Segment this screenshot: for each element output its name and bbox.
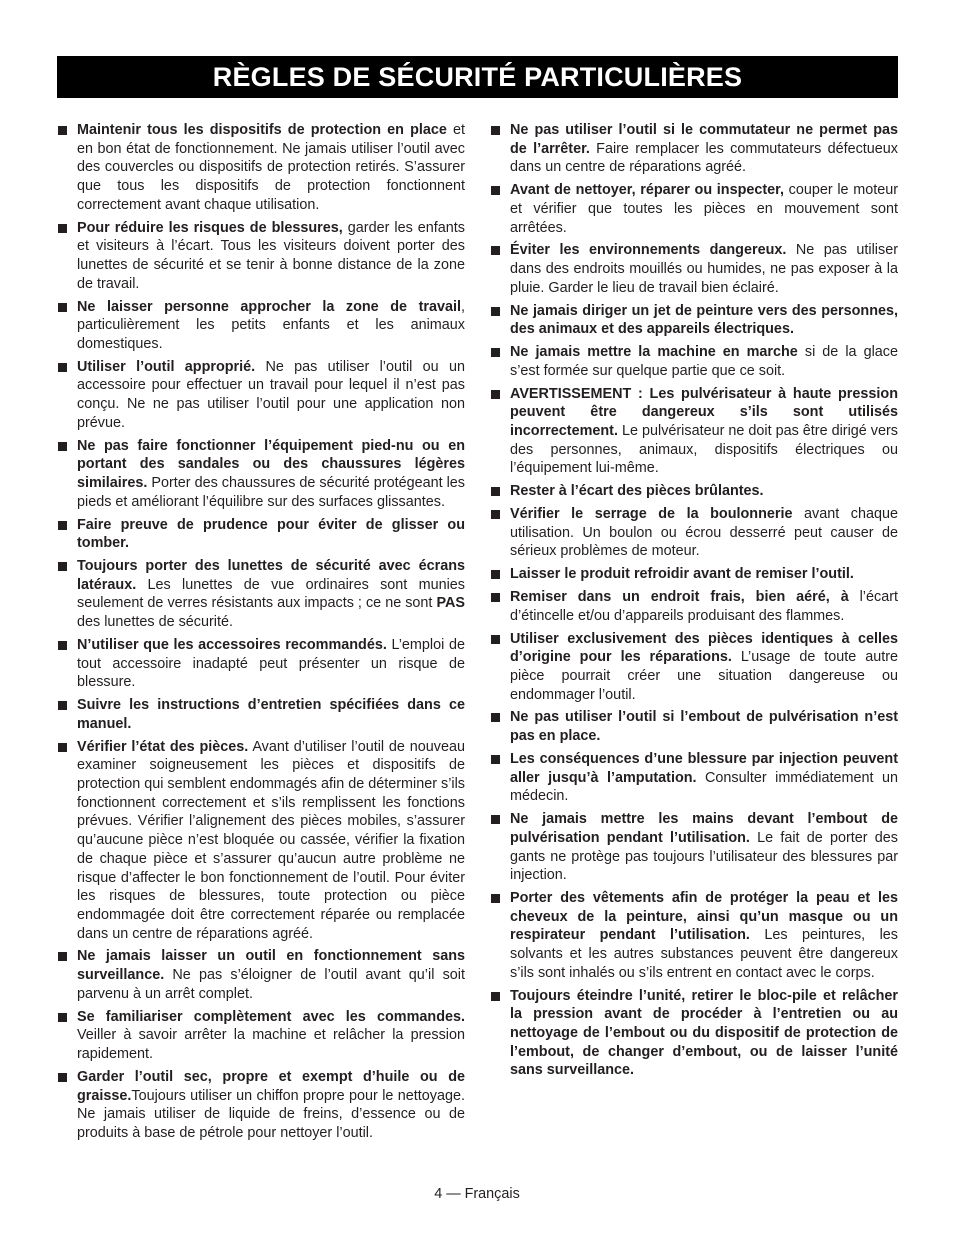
rule-heading: Utiliser l’outil approprié.: [77, 358, 256, 375]
safety-rule: [490, 343, 898, 380]
rule-text: Veiller à savoir arrêter la machine et relâcher la pression rapidement.: [77, 1027, 465, 1063]
rule-heading: Utiliser exclusivement des pièces identiques à celles d’origine pour les réparations.: [510, 630, 898, 666]
square-bullet-icon: [58, 641, 67, 650]
rule-heading: Ne laisser personne approcher la zone de travail: [77, 298, 461, 315]
rule-heading: Ne jamais mettre les mains devant l’embout de pulvérisation pendant l’utilisation.: [510, 811, 898, 846]
page-footer: 4 — Français: [434, 1186, 520, 1202]
square-bullet-icon: [491, 815, 500, 824]
rule-text-continued: des lunettes de sécurité.: [77, 614, 233, 631]
rule-heading: Les conséquences d’une blessure par injection peuvent aller jusqu’à l’amputation.: [510, 750, 898, 786]
square-bullet-icon: [58, 126, 67, 135]
safety-rule: [57, 738, 465, 944]
safety-rule: [490, 810, 898, 885]
square-bullet-icon: [491, 894, 500, 903]
safety-rule: [490, 565, 898, 584]
rule-heading: Maintenir tous les dispositifs de protection en place: [77, 122, 447, 138]
rule-text: et en bon état de fonctionnement. Ne jamais utiliser l’outil avec des couvercles ou dispositifs de protection retirés. S’assurer que tous les dispositifs de protection fonctionnent correctement avant chaque utilisation.: [77, 122, 466, 213]
square-bullet-icon: [58, 743, 67, 752]
rule-heading: Avant de nettoyer, réparer ou inspecter,: [510, 182, 784, 199]
square-bullet-icon: [491, 246, 500, 255]
square-bullet-icon: [491, 510, 500, 519]
rule-heading: Faire preuve de prudence pour éviter de glisser ou tomber.: [77, 516, 465, 552]
rule-heading: Ne pas utiliser l’outil si le commutateur ne permet pas de l’arrêter.: [510, 122, 898, 157]
safety-rule: [490, 241, 898, 297]
square-bullet-icon: [58, 224, 67, 233]
safety-rule: [57, 298, 465, 354]
safety-rule: [490, 987, 898, 1081]
safety-rule: [490, 505, 898, 561]
square-bullet-icon: [58, 1013, 67, 1022]
square-bullet-icon: [491, 570, 500, 579]
square-bullet-icon: [58, 442, 67, 451]
safety-rule: [490, 181, 898, 237]
rule-text: Faire remplacer les commutateurs défectueux dans un centre de réparations agréé.: [510, 140, 898, 176]
safety-rule: [57, 557, 465, 632]
safety-rule: [57, 121, 465, 215]
square-bullet-icon: [491, 126, 500, 135]
rule-heading: Toujours éteindre l’unité, retirer le bloc-pile et relâcher la pression avant de procéder à l’entretien ou au nettoyage de l’embout ou du dispositif de protection de l’embout, de changer d’embout, ou de laisser l’unité sans surveillance.: [510, 987, 898, 1079]
rule-heading: AVERTISSEMENT : Les pulvérisateur à haute pression peuvent être dangereux s’ils sont utilisés incorrectement.: [510, 385, 898, 440]
rule-heading: Garder l’outil sec, propre et exempt d’huile ou de graisse.: [77, 1068, 465, 1104]
rule-text: l’écart d’étincelle et/ou d’appareils produisant des flammes.: [510, 589, 899, 624]
rule-heading: Pour réduire les risques de blessures,: [77, 219, 343, 236]
right-column: [490, 121, 898, 1084]
square-bullet-icon: [58, 1073, 67, 1082]
rule-text: Avant d’utiliser l’outil de nouveau examiner soigneusement les pièces et dispositifs de protection qui semblent endommagés afin de déterminer s’ils fonctionnent correctement et s’ils remplissent les fonctions prévues. Vérifier l’alignement des pièces mobiles, s’assurer qu’aucune pièce n’est bloquée ou cassée, vérifier la fixation de chaque pièce et s’assurer qu’aucun autre problème ne risque d’affecter le bon fonctionnement de l’outil. Pour éviter les risques de blessures, toute protection ou pièce endommagée doit être correctement réparée ou remplacée dans un centre de réparations agréé.: [77, 738, 465, 942]
rule-emphasis: PAS: [436, 595, 465, 612]
title-bar: [57, 56, 898, 98]
safety-rule: [490, 750, 898, 806]
square-bullet-icon: [58, 562, 67, 571]
rule-heading: Ne jamais mettre la machine en marche: [510, 344, 798, 361]
rule-text: Ne pas s’éloigner de l’outil avant qu’il soit parvenu à un arrêt complet.: [77, 967, 465, 1002]
rule-text: Consulter immédiatement un médecin.: [510, 769, 899, 805]
rule-heading: Rester à l’écart des pièces brûlantes.: [510, 483, 764, 500]
rule-heading: Ne pas faire fonctionner l’équipement pied-nu ou en portant des sandales ou des chaussures légères similaires.: [77, 437, 465, 492]
square-bullet-icon: [491, 635, 500, 644]
safety-rule: [57, 437, 465, 512]
square-bullet-icon: [58, 363, 67, 372]
safety-rule: [57, 1068, 465, 1143]
rule-heading: Ne pas utiliser l’outil si l’embout de pulvérisation n’est pas en place.: [510, 709, 898, 745]
rule-heading: Toujours porter des lunettes de sécurité avec écrans latéraux.: [77, 558, 465, 593]
rule-heading: Porter des vêtements afin de protéger la peau et les cheveux de la peinture, ainsi qu’un masque ou un respirateur pendant l’utilisation.: [510, 890, 898, 944]
rule-text: Le fait de porter des gants ne protège pas toujours l’utilisateur des blessures par injection.: [510, 829, 898, 884]
square-bullet-icon: [58, 952, 67, 961]
rule-heading: Vérifier l’état des pièces.: [77, 738, 249, 755]
safety-rule: [57, 696, 465, 733]
safety-rule: [57, 516, 465, 553]
safety-rule: [490, 302, 898, 339]
rule-heading: Remiser dans un endroit frais, bien aéré, à: [510, 589, 849, 606]
safety-rule: [490, 482, 898, 501]
square-bullet-icon: [491, 186, 500, 195]
safety-rule: [490, 630, 898, 705]
rule-text: avant chaque utilisation. Un boulon ou écrou desserré peut causer de sérieux problèmes de moteur.: [510, 506, 898, 560]
square-bullet-icon: [491, 755, 500, 764]
square-bullet-icon: [58, 303, 67, 312]
safety-rule: [490, 708, 898, 745]
rule-heading: Éviter les environnements dangereux.: [510, 242, 787, 259]
square-bullet-icon: [58, 701, 67, 710]
rule-heading: N’utiliser que les accessoires recommandés.: [77, 636, 387, 653]
rule-text: Toujours utiliser un chiffon propre pour le nettoyage. Ne jamais utiliser de liquide de freins, d’essence ou de produits à base de pétrole pour nettoyer l’outil.: [77, 1087, 465, 1141]
square-bullet-icon: [491, 487, 500, 496]
safety-rule: [490, 588, 898, 625]
rule-heading: Suivre les instructions d’entretien spécifiées dans ce manuel.: [77, 697, 465, 732]
safety-rule: [57, 1008, 465, 1064]
safety-rule: [57, 947, 465, 1003]
rule-text: Ne pas utiliser dans des endroits mouillés ou humides, ne pas exposer à la pluie. Garder le lieu de travail bien éclairé.: [510, 242, 898, 296]
safety-rule: [490, 121, 898, 177]
square-bullet-icon: [491, 992, 500, 1001]
safety-rule: [57, 219, 465, 294]
rule-heading: Se familiariser complètement avec les commandes.: [77, 1008, 465, 1025]
page-title: RÈGLES DE SÉCURITÉ PARTICULIÈRES: [212, 61, 743, 92]
safety-rule: [490, 385, 898, 479]
rule-heading: Vérifier le serrage de la boulonnerie: [510, 506, 793, 523]
rule-text: , particulièrement les petits enfants et les animaux domestiques.: [77, 298, 465, 352]
rule-text: couper le moteur et vérifier que toutes les pièces en mouvement sont arrêtées.: [510, 182, 899, 236]
square-bullet-icon: [58, 521, 67, 530]
rule-heading: Laisser le produit refroidir avant de remiser l’outil.: [510, 566, 854, 583]
rule-text: L’emploi de tout accessoire inadapté peut présenter un risque de blessure.: [77, 636, 465, 691]
square-bullet-icon: [491, 348, 500, 357]
square-bullet-icon: [491, 307, 500, 316]
safety-rule: [490, 889, 898, 983]
rule-heading: Ne jamais diriger un jet de peinture vers des personnes, des animaux et des appareils électriques.: [510, 302, 898, 338]
left-column: [57, 121, 465, 1147]
rule-text: garder les enfants et visiteurs à l’écart. Tous les visiteurs doivent porter des lunettes de sécurité et se tenir à bonne distance de la zone de travail.: [77, 219, 465, 292]
rule-text: Les lunettes de vue ordinaires sont munies seulement de verres résistants aux impacts ; ce ne sont: [77, 576, 465, 612]
rule-text: si de la glace s’est formée sur quelque partie que ce soit.: [510, 344, 898, 379]
safety-rule: [57, 636, 465, 692]
rule-text: Les peintures, les solvants et les autres substances peuvent être dangereux s’ils sont inhalés ou s’ils entrent en contact avec le corps.: [510, 927, 898, 981]
rule-text: L’usage de toute autre pièce pourrait créer une situation dangereuse ou endommager l’outil.: [510, 649, 899, 703]
square-bullet-icon: [491, 390, 500, 399]
rule-text: Le pulvérisateur ne doit pas être dirigé vers des personnes, animaux, dispositifs électriques ou l’équipement lui-même.: [510, 423, 898, 477]
square-bullet-icon: [491, 713, 500, 722]
square-bullet-icon: [491, 593, 500, 602]
rule-text: Ne pas utiliser l’outil ou un accessoire pour effectuer un travail pour lequel il n’est pas conçu. Ne ne pas utiliser l’outil pour une application non prévue.: [77, 358, 465, 431]
rule-text: Porter des chaussures de sécurité protégeant les pieds et améliorant l’équilibre sur des surfaces glissantes.: [77, 475, 465, 510]
rule-heading: Ne jamais laisser un outil en fonctionnement sans surveillance.: [77, 948, 465, 984]
safety-rule: [57, 358, 465, 433]
